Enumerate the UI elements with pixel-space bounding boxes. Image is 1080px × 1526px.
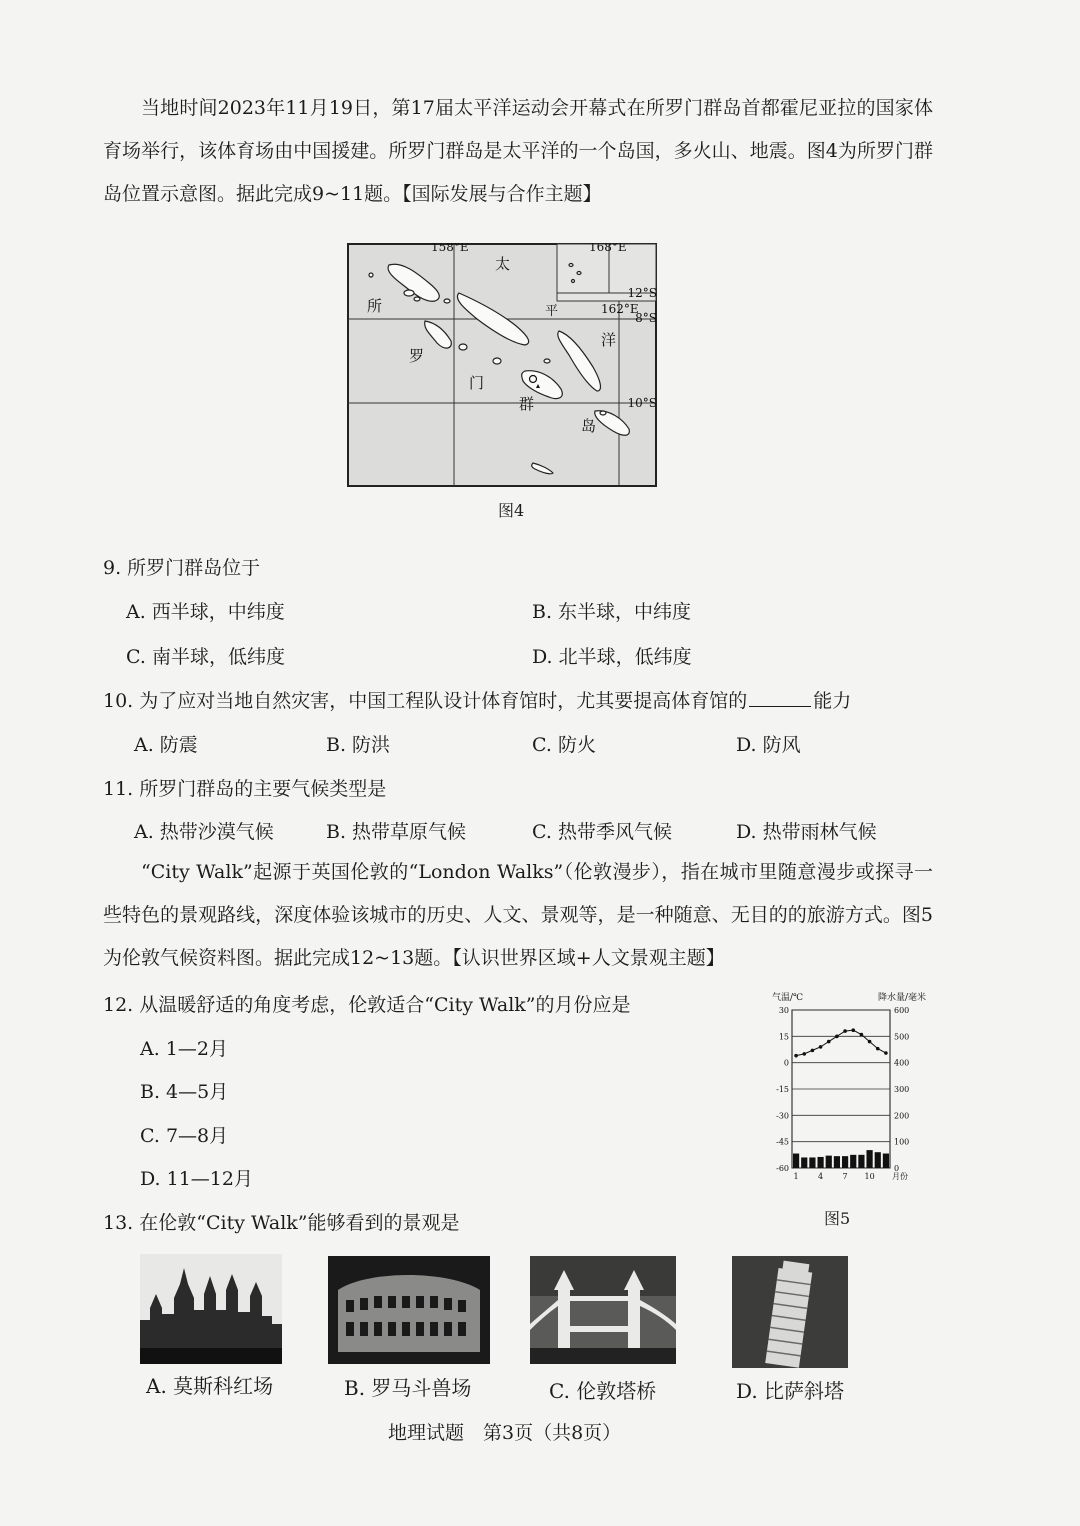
chart-y2-tick-label: 100 xyxy=(894,1137,910,1147)
chart-xlabel: 月份 xyxy=(892,1172,908,1181)
q12-option-a[interactable]: A. 1—2月 xyxy=(140,1038,228,1060)
chart-x-tick-label: 7 xyxy=(842,1172,848,1181)
chart-precip-bar xyxy=(793,1154,799,1168)
colosseum-silhouette xyxy=(338,1275,480,1352)
tower-bridge-photo xyxy=(530,1256,676,1364)
inset-island-3 xyxy=(572,280,575,283)
chart-temp-point xyxy=(827,1040,831,1044)
q11-option-c[interactable]: C. 热带季风气候 xyxy=(532,821,672,843)
q10-stem xyxy=(103,686,851,713)
q10-option-b[interactable]: B. 防洪 xyxy=(326,734,391,756)
chart-temp-point xyxy=(851,1028,855,1032)
q11-option-a[interactable]: A. 热带沙漠气候 xyxy=(134,821,274,843)
q9-option-c[interactable]: C. 南半球，低纬度 xyxy=(126,646,285,668)
chart-precip-bar xyxy=(850,1155,856,1168)
q10-option-c[interactable]: C. 防火 xyxy=(532,734,596,756)
lon-label-158: 158°E xyxy=(431,243,469,254)
chart-y-tick-label: -15 xyxy=(776,1085,789,1094)
chart-y-tick-label: 0 xyxy=(783,1058,789,1068)
lon-label-162: 162°E xyxy=(601,302,639,316)
colosseum-photo xyxy=(328,1256,490,1364)
chart-x-tick-label: 4 xyxy=(818,1172,824,1181)
map-char-suo: 所 xyxy=(367,297,383,315)
lat-label-10s: 10°S xyxy=(627,396,657,410)
q10-stem-before: 10. 为了应对当地自然灾害，中国工程队设计体育馆时，尤其要提高体育馆的 xyxy=(103,690,748,712)
q12-option-b[interactable]: B. 4—5月 xyxy=(140,1081,229,1103)
lat-label-8s: 8°S xyxy=(635,311,657,325)
island-small-4 xyxy=(493,358,501,364)
map-char-dao: 岛 xyxy=(581,417,597,435)
map-char-luo: 罗 xyxy=(409,347,425,365)
q11-stem: 11. 所罗门群岛的主要气候类型是 xyxy=(103,778,387,800)
q12-stem: 12. 从温暖舒适的角度考虑，伦敦适合“City Walk”的月份应是 xyxy=(103,994,631,1016)
chart-y2-tick-label: 200 xyxy=(894,1111,910,1121)
q9-option-a[interactable]: A. 西半球，中纬度 xyxy=(126,601,285,623)
map-char-qun: 群 xyxy=(519,395,535,413)
q13-stem: 13. 在伦敦“City Walk”能够看到的景观是 xyxy=(103,1212,460,1234)
island-small-7 xyxy=(369,273,373,277)
solomon-islands-map xyxy=(347,243,657,487)
intro-paragraph-2: “City Walk”起源于英国伦敦的“London Walks”（伦敦漫步），指在城市里随意漫步或探寻一些特色的景观路线，深度体验该城市的历史、人文、景观等，是一种随意、无目的的旅游方式。图5为伦敦气候资料图。据此完成12~13题。【认识世界区域+人文景观主题】 xyxy=(103,861,933,969)
island-small-2 xyxy=(414,297,420,301)
chart-precip-bar xyxy=(858,1155,864,1168)
inset-island-1 xyxy=(569,264,573,267)
chart-precip-bar xyxy=(842,1156,848,1168)
q13-option-b[interactable]: B. 罗马斗兽场 xyxy=(344,1376,472,1400)
inset-island-2 xyxy=(577,272,581,275)
q10-option-a[interactable]: A. 防震 xyxy=(134,734,198,756)
map-char-yang: 洋 xyxy=(601,331,617,349)
island-small-1 xyxy=(404,290,414,296)
chart-y2-tick-label: 400 xyxy=(894,1058,910,1068)
island-small-3 xyxy=(459,344,467,350)
q9-stem: 9. 所罗门群岛位于 xyxy=(103,557,261,579)
island-small-6 xyxy=(444,299,450,303)
london-climate-chart xyxy=(762,988,930,1188)
chart-temp-point xyxy=(860,1033,864,1037)
q13-option-a[interactable]: A. 莫斯科红场 xyxy=(146,1374,274,1398)
chart-temp-line xyxy=(796,1030,886,1055)
chart-temp-point xyxy=(884,1051,888,1055)
chart-y2-tick-label: 600 xyxy=(894,1006,910,1015)
q13-option-d[interactable]: D. 比萨斜塔 xyxy=(736,1379,845,1403)
chart-precip-bar xyxy=(875,1152,881,1168)
chart-x-tick-label: 10 xyxy=(864,1172,875,1181)
leaning-tower-pisa-photo xyxy=(732,1256,848,1368)
chart-precip-bar xyxy=(866,1150,872,1168)
q13-option-c[interactable]: C. 伦敦塔桥 xyxy=(549,1379,657,1403)
q9-option-b[interactable]: B. 东半球，中纬度 xyxy=(532,601,692,623)
chart-temp-point xyxy=(811,1049,815,1053)
chart-ylabel: 气温/℃ xyxy=(772,993,804,1003)
chart-precip-bar xyxy=(826,1156,832,1168)
chart-temp-point xyxy=(843,1029,847,1033)
chart-temp-point xyxy=(835,1035,839,1039)
chart-temp-point xyxy=(876,1047,880,1051)
island-small-5 xyxy=(544,359,550,363)
chart-x-tick-label: 1 xyxy=(793,1172,799,1181)
q10-option-d[interactable]: D. 防风 xyxy=(736,734,801,756)
chart-precip-bar xyxy=(809,1157,815,1168)
chart-y2-tick-label: 500 xyxy=(894,1032,910,1042)
red-square-photo xyxy=(140,1254,282,1364)
chart-temp-point xyxy=(819,1045,823,1049)
chart-temp-point xyxy=(794,1054,798,1058)
lon-label-168: 168°E xyxy=(589,243,627,254)
q12-option-d[interactable]: D. 11—12月 xyxy=(140,1168,253,1190)
q11-option-d[interactable]: D. 热带雨林气候 xyxy=(736,821,877,843)
chart-y-tick-label: 30 xyxy=(778,1006,789,1015)
chart-precip-bar xyxy=(834,1156,840,1168)
q12-option-c[interactable]: C. 7—8月 xyxy=(140,1125,229,1147)
chart-temp-point xyxy=(802,1052,806,1056)
q10-stem-after: 能力 xyxy=(813,690,852,712)
q11-option-b[interactable]: B. 热带草原气候 xyxy=(326,821,467,843)
lat-label-12s: 12°S xyxy=(627,286,657,300)
island-small-8 xyxy=(600,411,606,415)
chart-y-tick-label: 15 xyxy=(778,1032,789,1042)
chart-temp-point xyxy=(868,1040,872,1044)
chart-precip-bar xyxy=(801,1157,807,1168)
figure-4-caption: 图4 xyxy=(498,501,525,520)
chart-y-tick-label: -60 xyxy=(776,1164,789,1173)
map-char-tai: 太 xyxy=(495,255,511,273)
page-footer: 地理试题 第3页（共8页） xyxy=(388,1422,622,1444)
figure-5-caption: 图5 xyxy=(824,1209,851,1228)
intro-paragraph-1: 当地时间2023年11月19日，第17届太平洋运动会开幕式在所罗门群岛首都霍尼亚拉的国家体育场举行，该体育场由中国援建。所罗门群岛是太平洋的一个岛国，多火山、地震。图4为所罗门群岛位置示意图。据此完成9~11题。【国际发展与合作主题】 xyxy=(103,97,933,205)
chart-y-tick-label: -30 xyxy=(776,1111,789,1121)
map-char-ping: 平 xyxy=(545,304,559,319)
chart-precip-bar xyxy=(883,1154,889,1168)
chart-precip-bar xyxy=(817,1157,823,1168)
chart-y2-tick-label: 300 xyxy=(894,1085,910,1094)
q9-option-d[interactable]: D. 北半球，低纬度 xyxy=(532,646,692,668)
chart-y2label: 降水量/毫米 xyxy=(877,993,926,1003)
chart-y2-tick-label: 0 xyxy=(894,1164,900,1173)
q10-answer-blank xyxy=(749,706,811,707)
map-char-men: 门 xyxy=(469,374,485,392)
chart-y-tick-label: -45 xyxy=(776,1137,789,1147)
